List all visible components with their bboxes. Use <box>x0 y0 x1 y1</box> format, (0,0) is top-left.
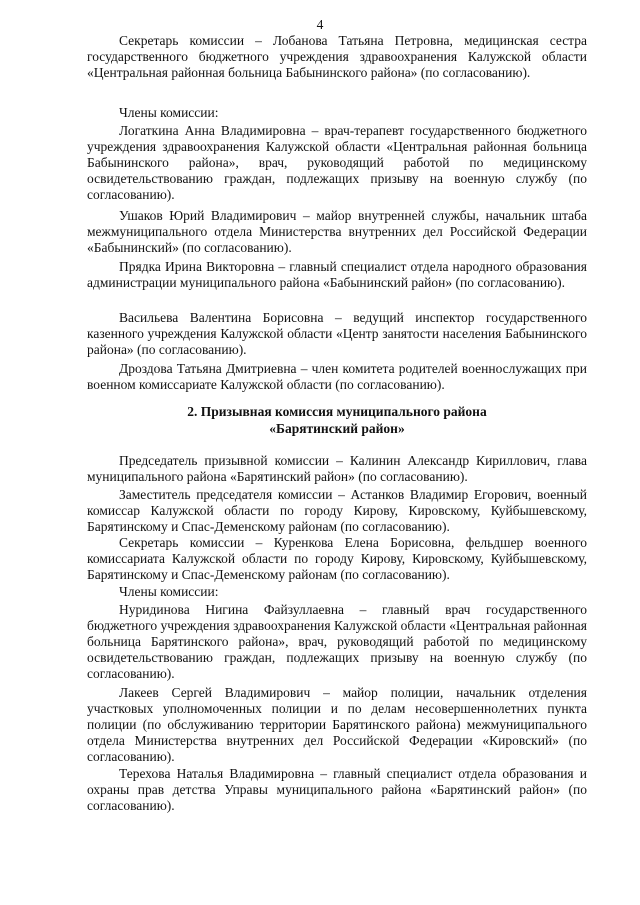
section1-member: Логаткина Анна Владимировна – врач-терапевт государственного бюджетного учреждения здравоохранения Калужской области «Центральная районная больница Бабынинского района», врач, руководящий работой по медицинскому освидетельствованию граждан, подлежащих призыву на военную службу (по согласованию). <box>87 123 587 202</box>
section2-member: Нуридинова Нигина Файзуллаевна – главный врач государственного бюджетного учреждения здравоохранения Калужской области «Центральная районная больница Барятинского района», врач, руководящий работой по медицинскому освидетельствованию граждан, подлежащих призыву на военную службу (по согласованию). <box>87 602 587 681</box>
section2-deputy: Заместитель председателя комиссии – Астанков Владимир Егорович, военный комиссар Калужской области по городу Кирову, Кировскому, Куйбышевскому, Барятинскому и Спас-Деменскому районам (по согласованию). <box>87 487 587 534</box>
section1-member: Дроздова Татьяна Дмитриевна – член комитета родителей военнослужащих при военном комиссариате Калужской области (по согласованию). <box>87 361 587 392</box>
section2-secretary: Секретарь комиссии – Куренкова Елена Борисовна, фельдшер военного комиссариата Калужской области по городу Кирову, Кировскому, Куйбышевскому, Барятинскому и Спас-Деменскому районам (по согласованию). <box>87 535 587 582</box>
section2-member: Лакеев Сергей Владимирович – майор полиции, начальник отделения участковых уполномоченных полиции и по делам несовершеннолетних пункта полиции (по обслуживанию территории Барятинского района) межмуниципального отдела Министерства внутренних дел Российской Федерации «Кировский» (по согласованию). <box>87 685 587 764</box>
section2-members-label: Члены комиссии: <box>119 584 219 599</box>
section2-member: Терехова Наталья Владимировна – главный специалист отдела образования и охраны прав детства Управы муниципального района «Барятинский район» (по согласованию). <box>87 766 587 813</box>
section2-heading-line2: «Барятинский район» <box>269 421 405 436</box>
section1-member: Ушаков Юрий Владимирович – майор внутренней службы, начальник штаба межмуниципального отдела Министерства внутренних дел Российской Федерации «Бабынинский» (по согласованию). <box>87 208 587 255</box>
section1-member: Васильева Валентина Борисовна – ведущий инспектор государственного казенного учреждения Калужской области «Центр занятости населения Бабынинского района» (по согласованию). <box>87 310 587 357</box>
section1-members-label: Члены комиссии: <box>119 105 219 120</box>
section2-chairman: Председатель призывной комиссии – Калинин Александр Кириллович, глава муниципального района «Барятинский район» (по согласованию). <box>87 453 587 484</box>
section1-secretary: Секретарь комиссии – Лобанова Татьяна Петровна, медицинская сестра государственного бюджетного учреждения здравоохранения Калужской области «Центральная районная больница Бабынинского района» (по согласованию). <box>87 33 587 80</box>
section2-heading-line1: 2. Призывная комиссия муниципального района <box>187 404 487 419</box>
page-number: 4 <box>316 17 324 32</box>
section1-member: Прядка Ирина Викторовна – главный специалист отдела народного образования администрации муниципального района «Бабынинский район» (по согласованию). <box>87 259 587 290</box>
